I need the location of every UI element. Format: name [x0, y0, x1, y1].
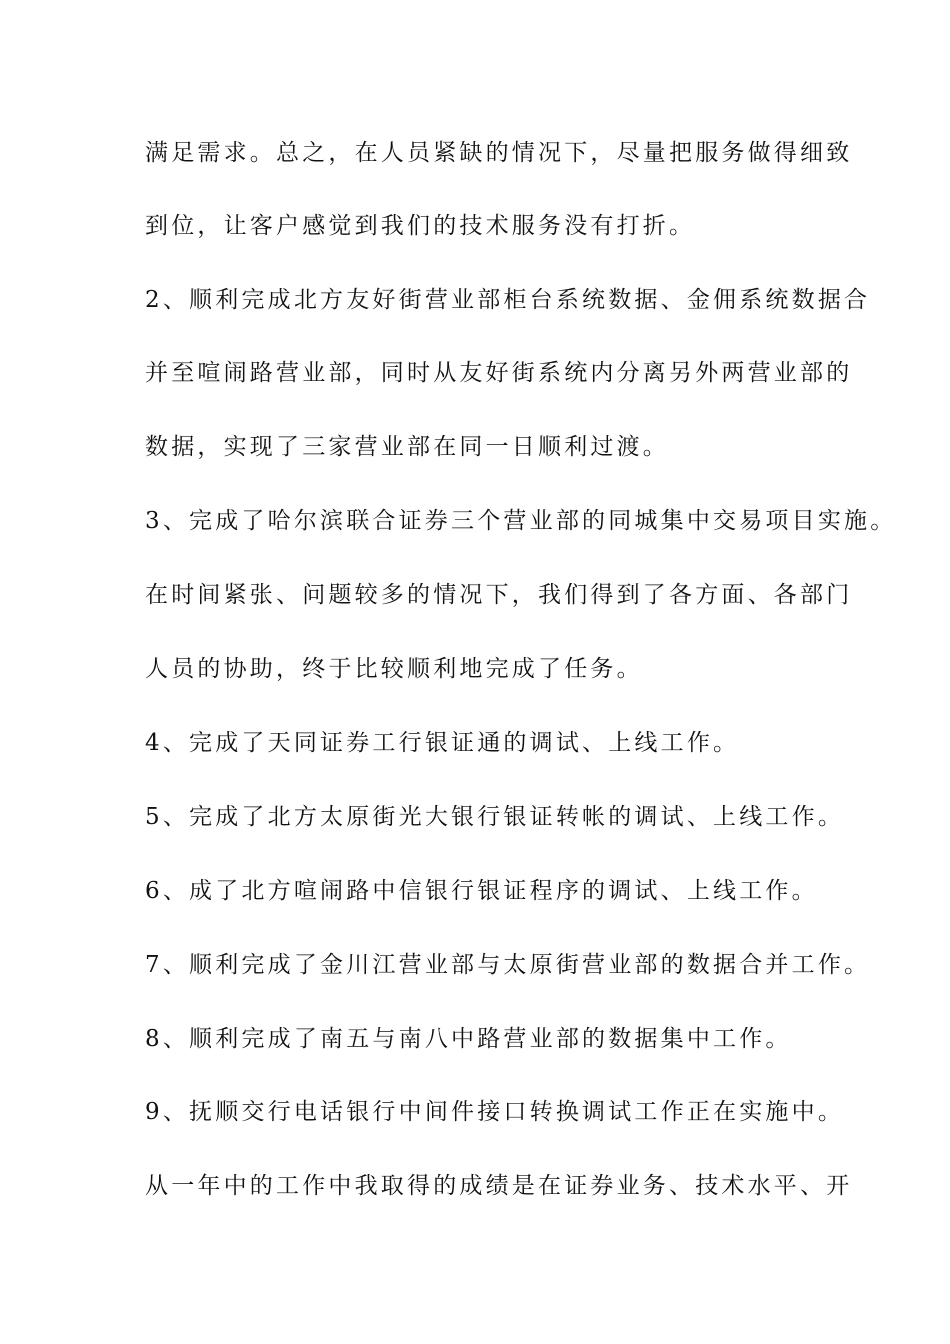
text-line: 到位，让客户感觉到我们的技术服务没有打折。 [145, 213, 696, 239]
text-line: 2、顺利完成北方友好街营业部柜台系统数据、金佣系统数据合 [145, 287, 871, 313]
text-line: 从一年中的工作中我取得的成绩是在证券业务、技术水平、开 [145, 1173, 853, 1199]
text-line: 9、抚顺交行电话银行中间件接口转换调试工作正在实施中。 [145, 1099, 845, 1125]
text-line: 7、顺利完成了金川江营业部与太原街营业部的数据合并工作。 [145, 952, 871, 978]
text-line: 满足需求。总之，在人员紧缺的情况下，尽量把服务做得细致 [145, 140, 853, 166]
text-line: 5、完成了北方太原街光大银行银证转帐的调试、上线工作。 [145, 804, 845, 830]
text-line: 人员的协助，终于比较顺利地完成了任务。 [145, 656, 643, 682]
text-line: 4、完成了天同证券工行银证通的调试、上线工作。 [145, 730, 740, 756]
text-line: 3、完成了哈尔滨联合证券三个营业部的同城集中交易项目实施。 [145, 508, 897, 534]
text-line: 数据，实现了三家营业部在同一日顺利过渡。 [145, 434, 669, 460]
text-line: 6、成了北方喧闹路中信银行银证程序的调试、上线工作。 [145, 878, 818, 904]
text-line: 并至喧闹路营业部，同时从友好街系统内分离另外两营业部的 [145, 360, 853, 386]
text-line: 8、顺利完成了南五与南八中路营业部的数据集中工作。 [145, 1026, 792, 1052]
text-line: 在时间紧张、问题较多的情况下，我们得到了各方面、各部门 [145, 582, 853, 608]
